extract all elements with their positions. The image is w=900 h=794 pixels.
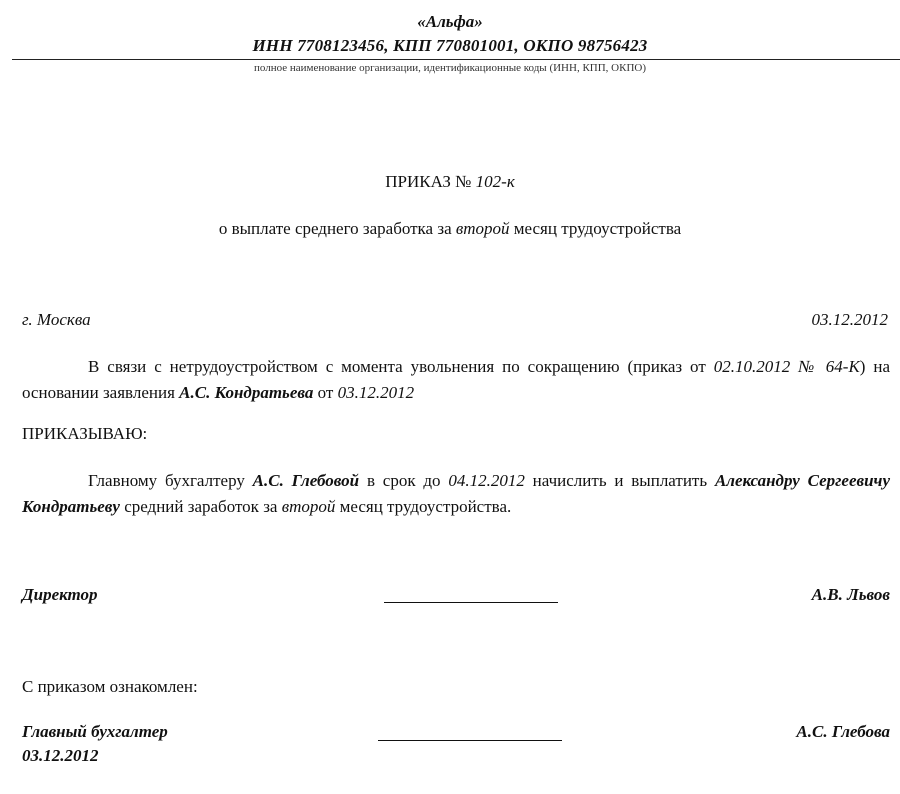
order-number: 102-к — [475, 172, 515, 191]
order-date: 03.12.2012 — [811, 310, 888, 329]
company-name: «Альфа» — [417, 12, 483, 31]
order-title — [0, 172, 900, 192]
company-codes: ИНН 7708123456, КПП 770801001, ОКПО 98756423 — [252, 36, 648, 55]
payment-deadline: 04.12.2012 — [448, 471, 525, 490]
order-city: г. Москва — [22, 310, 91, 329]
accountant-name: А.С. Глебова — [796, 722, 890, 741]
para2-text-4: средний заработок за — [119, 497, 282, 516]
applicant-name: А.С. Кондратьева — [179, 383, 314, 402]
paragraph-reason — [22, 354, 890, 406]
application-date: 03.12.2012 — [337, 383, 415, 402]
para1-text-2: ) на основании заявления — [22, 357, 890, 402]
para2-text-3: начислить и выплатить — [524, 471, 715, 490]
subject-part-2: месяц трудоустройства — [509, 219, 682, 238]
dismissal-order-date: 02.10.2012 — [713, 357, 791, 376]
para1-text-3: от — [313, 383, 338, 402]
header-caption: полное наименование организации, идентификационные коды (ИНН, КПП, ОКПО) — [253, 62, 646, 74]
dismissal-order-number: № 64-К — [798, 357, 860, 376]
paragraph-instruction — [22, 468, 890, 520]
para1-space — [790, 357, 798, 376]
order-subject — [0, 219, 900, 239]
header-underline — [12, 59, 900, 60]
accountant-signature-line — [378, 740, 562, 741]
subject-italic-word: второй — [455, 219, 510, 238]
month-ordinal: второй — [281, 497, 336, 516]
accountant-label: Главный бухгалтер — [22, 722, 168, 741]
subject-part-1: о выплате среднего заработка за — [218, 219, 456, 238]
acquaintance-intro: С приказом ознакомлен: — [22, 677, 198, 696]
director-name: А.В. Львов — [811, 585, 890, 604]
director-signature-line — [384, 602, 558, 603]
accountant-name-dative: А.С. Глебовой — [252, 471, 360, 490]
employee-full-name: Александру Сергеевичу Кондратьеву — [22, 471, 891, 516]
para2-text-1: Главному бухгалтеру — [88, 471, 253, 490]
acquaintance-date: 03.12.2012 — [22, 746, 99, 765]
director-label: Директор — [22, 585, 98, 604]
order-title-prefix: ПРИКАЗ № — [385, 172, 476, 191]
para2-text-2: в срок до — [359, 471, 449, 490]
para2-text-5: месяц трудоустройства. — [335, 497, 512, 516]
order-heading: ПРИКАЗЫВАЮ: — [22, 424, 148, 443]
para1-text-1: В связи с нетрудоустройством с момента увольнения по сокращению (приказ от — [88, 357, 714, 376]
